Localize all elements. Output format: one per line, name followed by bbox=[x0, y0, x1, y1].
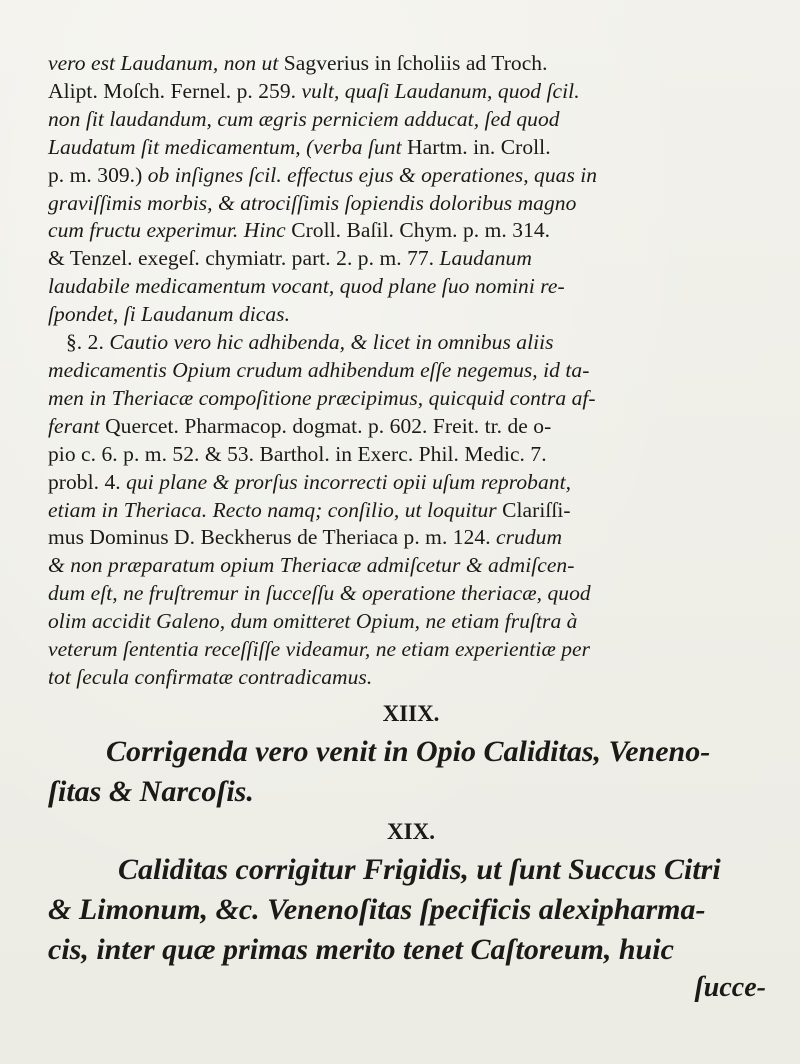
text-segment: cum fructu experimur. Hinc bbox=[48, 218, 292, 243]
section-title-xiix-line2: ſitas & Narcoſis. bbox=[48, 774, 254, 808]
section-text-xix-line3: cis, inter quæ primas merito tenet Caſtoreum, huic bbox=[48, 932, 674, 966]
text-segment: olim accidit Galeno, dum omitteret Opium, ne etiam fruſtra à bbox=[48, 609, 578, 634]
text-line bbox=[48, 329, 774, 357]
text-segment: Hartm. in. Croll. bbox=[407, 134, 551, 159]
text-segment: laudabile medicamentum vocant, quod plane ſuo nomini re- bbox=[48, 274, 565, 299]
text-segment: & non præparatum opium Theriacæ admiſcetur & admiſcen- bbox=[48, 553, 575, 578]
text-line bbox=[48, 301, 774, 329]
text-segment: §. 2. bbox=[66, 330, 110, 355]
text-segment: veterum ſententia receſſiſſe videamur, ne etiam experientiæ per bbox=[48, 637, 591, 662]
text-line bbox=[48, 106, 774, 134]
text-line bbox=[48, 385, 774, 413]
section-number-xiix: XIIX. bbox=[382, 700, 440, 726]
page-text bbox=[48, 50, 774, 1006]
text-line bbox=[48, 469, 774, 497]
text-line bbox=[48, 273, 774, 301]
section-title-xiix-line1: Corrigenda vero venit in Opio Caliditas, Veneno- bbox=[106, 734, 711, 768]
text-segment: ſpondet, ſi Laudanum dicas. bbox=[48, 302, 291, 327]
text-line bbox=[48, 608, 774, 636]
section-number-xix: XIX. bbox=[387, 818, 435, 844]
text-segment: probl. 4. bbox=[48, 469, 127, 494]
text-segment: Quercet. Pharmacop. dogmat. p. 602. Freit. tr. de o- bbox=[105, 413, 552, 438]
body-paragraphs bbox=[48, 50, 774, 692]
text-segment: crudum bbox=[496, 525, 563, 550]
text-line bbox=[48, 245, 774, 273]
text-line bbox=[48, 580, 774, 608]
text-segment: dum eſt, ne fruſtremur in ſucceſſu & operatione theriacæ, quod bbox=[48, 581, 591, 606]
text-segment: Clariſſi- bbox=[502, 497, 571, 522]
text-segment: etiam in Theriaca. Recto namq; conſilio, ut loquitur bbox=[48, 497, 503, 522]
text-segment: Laudatum ſit medicamentum, (verba ſunt bbox=[48, 134, 408, 159]
text-line bbox=[48, 78, 774, 106]
text-line bbox=[48, 217, 774, 245]
catchword: ſucce- bbox=[694, 971, 766, 1003]
text-segment: vult, quaſi Laudanum, quod ſcil. bbox=[301, 78, 580, 103]
text-segment: & Tenzel. exegeſ. chymiatr. part. 2. p. m. 77. bbox=[48, 246, 440, 271]
text-line bbox=[48, 552, 774, 580]
text-line bbox=[48, 357, 774, 385]
text-segment: non ſit laudandum, cum ægris perniciem adducat, ſed quod bbox=[48, 106, 560, 131]
section-text-xix-line2: & Limonum, &c. Venenoſitas ſpecificis alexipharma- bbox=[48, 892, 706, 926]
text-segment: tot ſecula confirmatæ contradicamus. bbox=[48, 664, 373, 689]
text-segment: qui plane & prorſus incorrecti opii uſum reprobant, bbox=[126, 469, 572, 494]
text-segment: Laudanum bbox=[439, 246, 532, 271]
text-segment: mus Dominus D. Beckherus de Theriaca p. m. 124. bbox=[48, 525, 497, 550]
text-line bbox=[48, 134, 774, 162]
text-line bbox=[48, 664, 774, 692]
text-segment: medicamentis Opium crudum adhibendum eſſe negemus, id ta- bbox=[48, 357, 590, 382]
text-line bbox=[48, 497, 774, 525]
text-line bbox=[48, 162, 774, 190]
text-segment: vero est Laudanum, non ut bbox=[48, 51, 284, 75]
text-line bbox=[48, 190, 774, 218]
text-line bbox=[48, 50, 774, 78]
text-line bbox=[48, 441, 774, 469]
text-segment: men in Theriacæ compoſitione præcipimus, quicquid contra af- bbox=[48, 385, 596, 410]
text-line bbox=[48, 413, 774, 441]
text-segment: ob inſignes ſcil. effectus ejus & operationes, quas in bbox=[147, 162, 598, 187]
text-line bbox=[48, 636, 774, 664]
text-segment: p. m. 309.) bbox=[48, 162, 148, 187]
text-segment: ferant bbox=[48, 413, 106, 438]
text-segment: Sagverius in ſcholiis ad Troch. bbox=[283, 51, 548, 75]
section-text-xix-line1: Caliditas corrigitur Frigidis, ut ſunt Succus Citri bbox=[118, 852, 721, 886]
text-line bbox=[48, 524, 774, 552]
text-segment: graviſſimis morbis, & atrociſſimis ſopiendis doloribus magno bbox=[48, 190, 577, 215]
text-segment: Croll. Baſil. Chym. p. m. 314. bbox=[291, 218, 551, 243]
text-segment: pio c. 6. p. m. 52. & 53. Barthol. in Exerc. Phil. Medic. 7. bbox=[48, 441, 547, 466]
text-segment: Alipt. Moſch. Fernel. p. 259. bbox=[48, 78, 302, 103]
text-segment: Cautio vero hic adhibenda, & licet in omnibus aliis bbox=[109, 330, 554, 355]
